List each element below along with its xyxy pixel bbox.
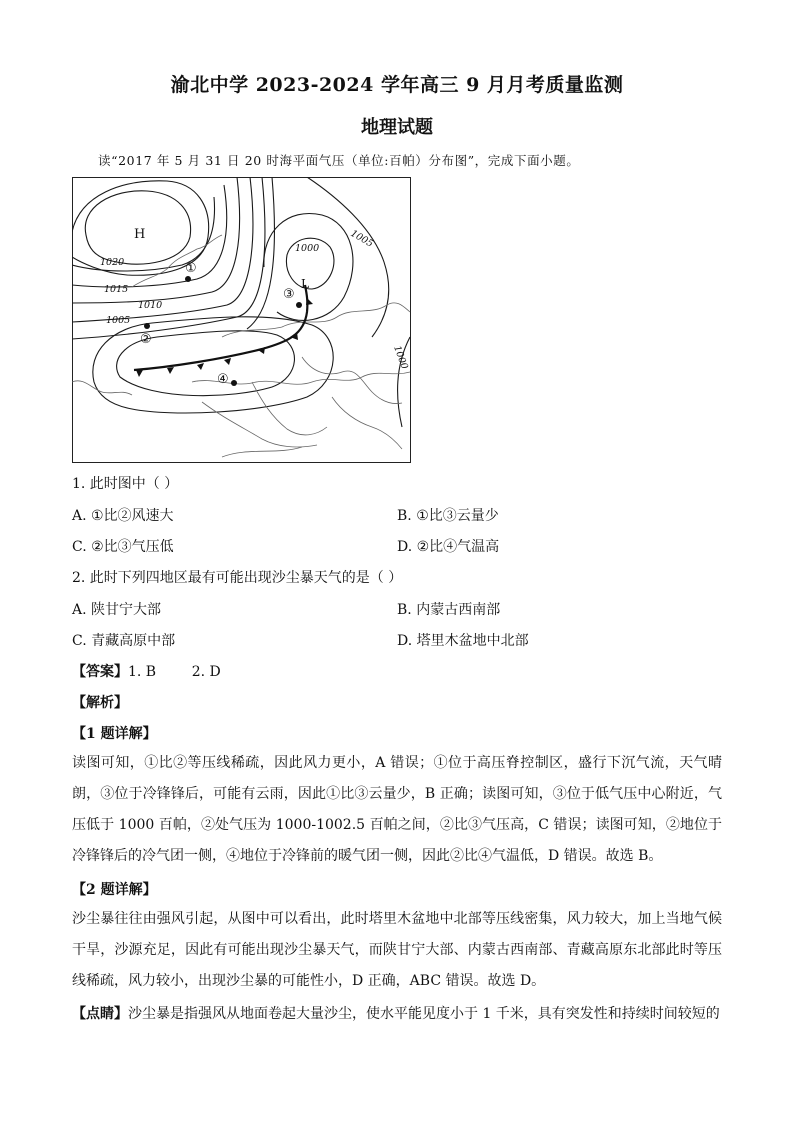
low-pressure-label: L [301, 277, 309, 291]
answer-text: 1. B 2. D [128, 664, 221, 680]
answer-label: 【答案】 [72, 664, 128, 680]
question-1-stem: 1. 此时图中（ ） [72, 476, 179, 492]
point-2-dot [144, 323, 150, 329]
question-1-option-d: D. ②比④气温高 [397, 539, 500, 555]
question-1-option-b: B. ①比③云量少 [397, 508, 499, 524]
point-4-dot [231, 380, 237, 386]
subject-title: 地理试题 [361, 117, 433, 138]
detail-1-text: 读图可知，①比②等压线稀疏，因此风力更小，A 错误；①位于高压脊控制区，盛行下沉气流，天气晴朗，③位于冷锋锋后，可能有云雨，因此①比③云量少，B 正确；读图可知，③位于低气压中心附近，气压低于 1000 百帕，②处气压为 1000-1002.5 百帕之间，②比③气压高，C 错误；读图可知，②地位于冷锋锋后的冷气团一侧，④地位于冷锋前的暖气团一侧，因此②比④气温低，D 错误。故选 B。 [72, 755, 722, 864]
detail-2-label: 【2 题详解】 [72, 882, 157, 898]
point-1-dot [185, 276, 191, 282]
exam-title: 渝北中学 2023-2024 学年高三 9 月月考质量监测 [170, 74, 624, 96]
point-1-label: ① [185, 261, 197, 276]
isobar-label: 1000 [391, 344, 410, 371]
point-4-label: ④ [217, 372, 229, 387]
question-2-option-d: D. 塔里木盆地中北部 [397, 633, 529, 649]
isobar-label: 1005 [106, 315, 131, 326]
point-3-dot [296, 302, 302, 308]
isobar-label: 1015 [104, 284, 129, 295]
detail-2-text: 沙尘暴往往由强风引起，从图中可以看出，此时塔里木盆地中北部等压线密集，风力较大，加上当地气候干旱，沙源充足，因此有可能出现沙尘暴天气，而陕甘宁大部、内蒙古西南部、青藏高原东北部此时等压线稀疏，风力较小，出现沙尘暴的可能性小，D 正确，ABC 错误。故选 D。 [72, 911, 722, 989]
tip-label: 【点睛】 [72, 1006, 128, 1022]
point-2-label: ② [140, 332, 152, 347]
high-pressure-label: H [134, 227, 146, 242]
detail-1-label: 【1 题详解】 [72, 726, 157, 742]
isobar-label: 1000 [295, 243, 320, 254]
question-1-option-a: A. ①比②风速大 [72, 508, 174, 524]
tip-text: 沙尘暴是指强风从地面卷起大量沙尘，使水平能见度小于 1 千米，具有突发性和持续时间较短的 [128, 1006, 720, 1022]
isobar-label: 1005 [348, 228, 375, 250]
tip-line [72, 1003, 720, 1023]
analysis-label: 【解析】 [72, 695, 128, 711]
question-1-option-c: C. ②比③气压低 [72, 539, 174, 555]
answer-line [72, 661, 221, 681]
question-intro: 读“2017 年 5 月 31 日 20 时海平面气压（单位:百帕）分布图”，完成下面小题。 [98, 153, 580, 168]
isobar-label: 1020 [100, 257, 125, 268]
isobar-label: 1010 [138, 300, 163, 311]
point-3-label: ③ [283, 287, 295, 302]
question-2-option-a: A. 陕甘宁大部 [72, 602, 162, 618]
question-2-stem: 2. 此时下列四地区最有可能出现沙尘暴天气的是（ ） [72, 570, 403, 586]
question-2-option-b: B. 内蒙古西南部 [397, 602, 501, 618]
isobar-map [72, 177, 411, 463]
question-2-option-c: C. 青藏高原中部 [72, 633, 176, 649]
